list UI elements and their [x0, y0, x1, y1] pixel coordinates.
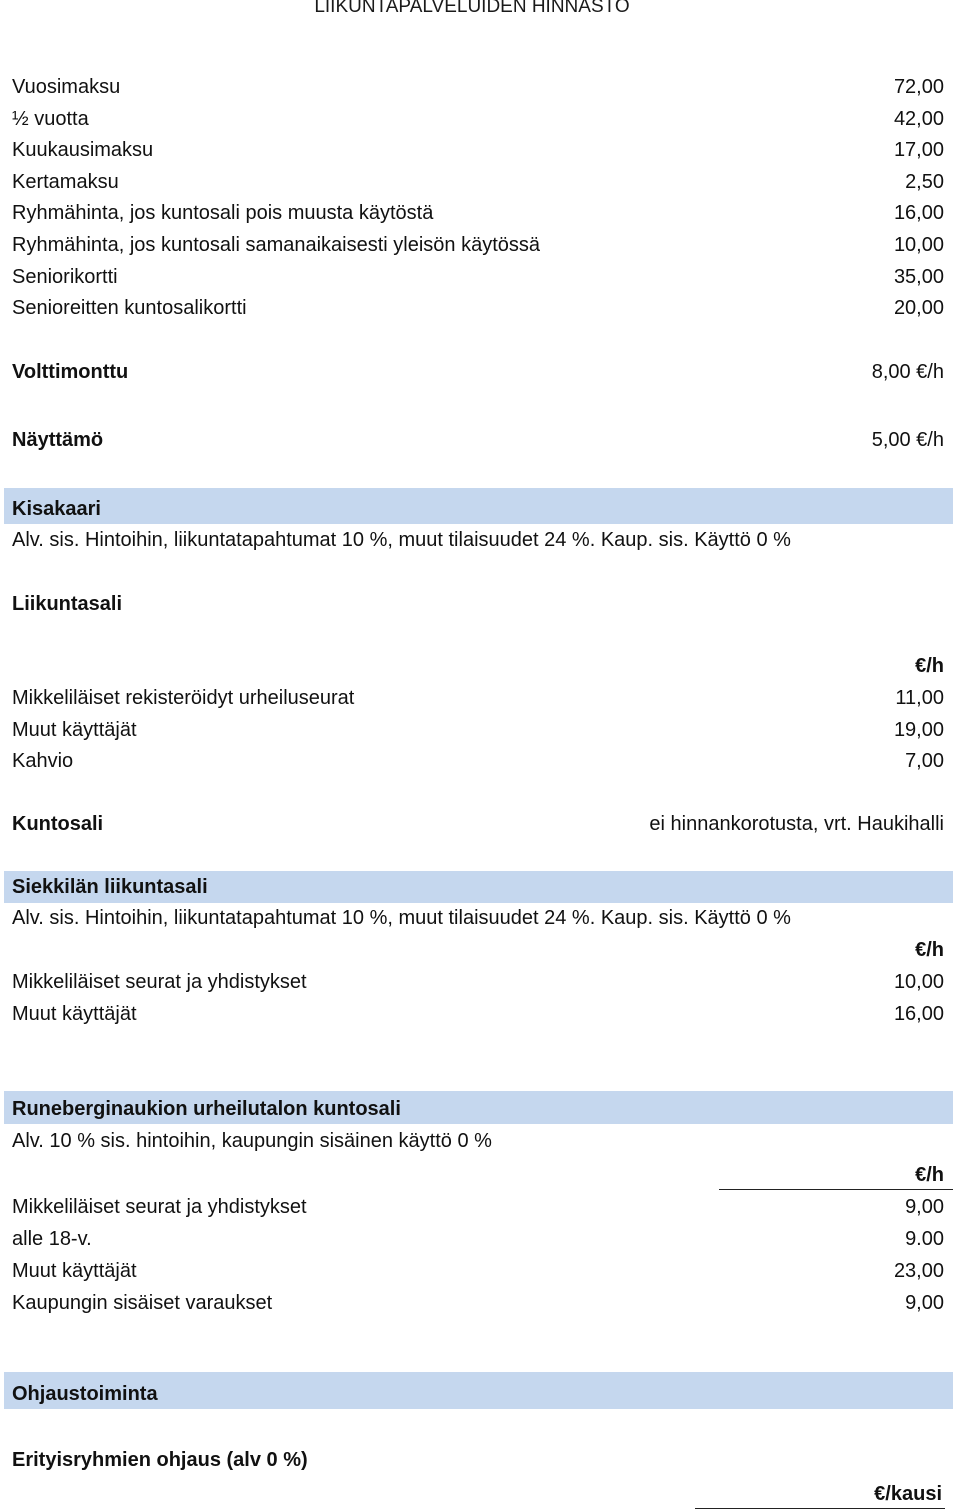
row-label: Kuukausimaksu [12, 139, 154, 162]
siekkila-header [4, 871, 953, 903]
section-heading: Ohjaustoiminta [12, 1383, 158, 1405]
row-label: Ryhmähinta, jos kuntosali samanaikaisesti yleisön käytössä [12, 234, 541, 256]
section-heading: Runeberginaukion urheilutalon kuntosali [12, 1098, 401, 1120]
row-label: alle 18-v. [12, 1228, 92, 1250]
table-row [12, 198, 944, 228]
table-row [12, 967, 944, 997]
row-value: 9,00 [905, 1196, 944, 1218]
row-value: 10,00 [893, 971, 944, 993]
row-label: Seniorikortti [12, 265, 118, 288]
kisakaari-header [4, 488, 953, 524]
table-row [12, 262, 944, 292]
page-title: LIIKUNTAPALVELUIDEN HINNASTO [314, 0, 630, 17]
row-value: 8,00 €/h [871, 361, 944, 383]
ohjaus-unit-row [12, 1479, 942, 1509]
row-label: Näyttämö [12, 429, 104, 451]
kuntosali-row [12, 809, 944, 839]
row-label: Muut käyttäjät [12, 1002, 137, 1025]
kisakaari-vat-note: Alv. sis. Hintoihin, liikuntatapahtumat 10 %, muut tilaisuudet 24 %. Kaup. sis. Käyttö 0 % [12, 529, 791, 551]
row-value: 16,00 [893, 202, 944, 225]
kisakaari-unit-row [12, 651, 944, 681]
row-value: 9.00 [905, 1228, 944, 1250]
nayttamo-row [12, 425, 944, 455]
unit-underline [695, 1508, 945, 1509]
row-label: Kahvio [12, 750, 74, 773]
table-row [12, 293, 944, 323]
row-value: 16,00 [893, 1002, 944, 1025]
table-row [12, 715, 944, 745]
row-label: Muut käyttäjät [12, 718, 137, 741]
row-value: 72,00 [893, 76, 944, 98]
kuntosali-label: Kuntosali [12, 813, 104, 835]
row-label: ½ vuotta [12, 107, 89, 130]
row-label: Senioreitten kuntosalikortti [12, 297, 247, 320]
row-value: 5,00 €/h [871, 429, 944, 451]
row-value: 10,00 [893, 234, 944, 256]
row-value: 20,00 [893, 297, 944, 320]
section-heading: Kisakaari [12, 498, 101, 520]
ohjaus-sub-heading: Erityisryhmien ohjaus (alv 0 %) [12, 1449, 308, 1471]
row-label: Mikkeliläiset seurat ja yhdistykset [12, 971, 307, 993]
table-row [12, 746, 944, 776]
row-label: Kaupungin sisäiset varaukset [12, 1292, 273, 1314]
row-value: 17,00 [893, 139, 944, 162]
row-label: Ryhmähinta, jos kuntosali pois muusta käytöstä [12, 202, 434, 225]
unit-label: €/h [915, 655, 944, 677]
unit-label: €/kausi [874, 1483, 942, 1505]
row-value: 11,00 [895, 687, 944, 709]
table-row [12, 135, 944, 165]
row-value: 42,00 [893, 107, 944, 130]
kuntosali-note: ei hinnankorotusta, vrt. Haukihalli [649, 813, 944, 835]
runeberg-header [4, 1091, 953, 1124]
row-label: Vuosimaksu [12, 76, 121, 98]
table-row [12, 167, 944, 197]
table-row [12, 230, 944, 260]
row-label: Mikkeliläiset seurat ja yhdistykset [12, 1196, 307, 1218]
table-row [12, 1288, 944, 1318]
row-label: Volttimonttu [12, 361, 129, 383]
row-label: Kertamaksu [12, 170, 119, 193]
row-label: Muut käyttäjät [12, 1260, 137, 1282]
section-heading: Siekkilän liikuntasali [12, 876, 208, 898]
row-value: 23,00 [893, 1260, 944, 1282]
row-value: 19,00 [893, 718, 944, 741]
row-value: 9,00 [905, 1292, 944, 1314]
unit-label: €/h [915, 1164, 944, 1186]
runeberg-vat-note: Alv. 10 % sis. hintoihin, kaupungin sisäinen käyttö 0 % [12, 1130, 492, 1152]
table-row [12, 1256, 944, 1286]
table-row [12, 683, 944, 713]
table-row [12, 1224, 944, 1254]
table-row [12, 104, 944, 134]
table-row [12, 1192, 944, 1222]
row-value: 7,00 [905, 750, 944, 773]
row-value: 35,00 [893, 265, 944, 288]
row-value: 2,50 [905, 170, 944, 193]
liikuntasali-label: Liikuntasali [12, 593, 123, 615]
row-label: Mikkeliläiset rekisteröidyt urheiluseurat [12, 687, 355, 709]
siekkila-vat-note: Alv. sis. Hintoihin, liikuntatapahtumat 10 %, muut tilaisuudet 24 %. Kaup. sis. Käyttö 0 % [12, 907, 791, 929]
siekkila-unit-row [12, 935, 944, 965]
unit-label: €/h [915, 939, 944, 961]
table-row [12, 999, 944, 1029]
runeberg-unit-row [12, 1160, 944, 1190]
volttimonttu-row [12, 357, 944, 387]
table-row [12, 72, 944, 102]
ohjaus-header [4, 1372, 953, 1409]
unit-underline [719, 1189, 953, 1190]
